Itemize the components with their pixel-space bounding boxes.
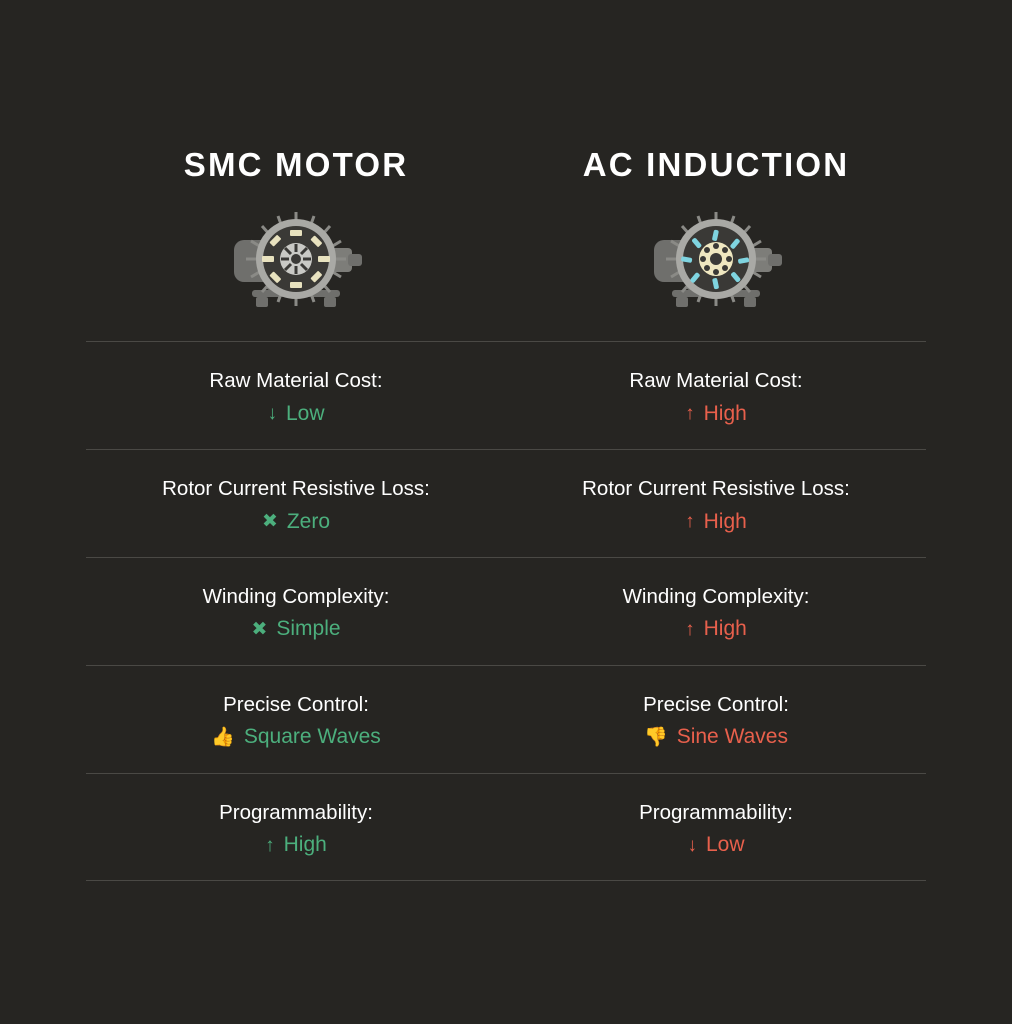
comparison-column-ac-induction — [506, 148, 926, 1024]
spec-value-text: High — [283, 833, 327, 857]
cross-icon: ✖ — [261, 511, 278, 533]
spec-label: Precise Control: — [223, 692, 369, 716]
spec-value — [506, 509, 926, 535]
cross-icon: ✖ — [251, 619, 268, 640]
arrow-up-icon: ↑ — [685, 403, 695, 425]
arrow-down-icon: ↓ — [267, 403, 277, 425]
spec-value-text: Low — [285, 401, 325, 425]
spec-label: Programmability: — [639, 800, 793, 824]
spec-label: Raw Material Cost: — [629, 369, 803, 392]
spec-value — [86, 616, 506, 642]
thumbs-up-icon: 👍 — [211, 726, 235, 748]
spec-list — [506, 341, 926, 881]
spec-value-text: Sine Waves — [676, 725, 788, 749]
comparison-column-smc — [86, 148, 506, 1024]
spec-value-text: Square Waves — [243, 725, 381, 749]
spec-value — [86, 509, 506, 535]
spec-row — [86, 449, 506, 557]
spec-label: Precise Control: — [643, 692, 789, 716]
spec-row — [506, 665, 926, 773]
spec-label: Programmability: — [219, 800, 373, 824]
spec-row — [506, 557, 926, 665]
spec-list — [86, 341, 506, 881]
column-title: SMC MOTOR — [183, 146, 409, 183]
spec-value-text: Simple — [276, 617, 341, 641]
arrow-up-icon: ↑ — [685, 511, 695, 533]
spec-value — [506, 832, 926, 858]
spec-value-text: Zero — [286, 509, 331, 533]
spec-label: Rotor Current Resistive Loss: — [162, 476, 430, 500]
spec-label: Winding Complexity: — [202, 584, 390, 608]
spec-row — [86, 773, 506, 882]
spec-row — [506, 773, 926, 882]
electric-motor-icon — [226, 199, 366, 319]
spec-value — [506, 616, 926, 642]
spec-value-text: High — [703, 401, 747, 425]
spec-label: Rotor Current Resistive Loss: — [582, 476, 850, 500]
arrow-down-icon: ↓ — [687, 834, 697, 856]
spec-row — [86, 341, 506, 449]
spec-row — [86, 557, 506, 665]
electric-motor-icon — [646, 199, 786, 319]
thumbs-down-icon: 👎 — [644, 726, 668, 748]
column-title: AC INDUCTION — [582, 146, 850, 183]
spec-value — [86, 832, 506, 858]
spec-value — [86, 401, 506, 427]
spec-value — [506, 401, 926, 427]
spec-label: Winding Complexity: — [622, 584, 810, 608]
spec-value-text: Low — [705, 833, 745, 857]
spec-row — [86, 665, 506, 773]
arrow-up-icon: ↑ — [265, 834, 275, 856]
spec-value-text: High — [703, 509, 747, 533]
spec-label: Raw Material Cost: — [209, 369, 383, 392]
spec-value — [506, 724, 926, 750]
spec-value — [86, 724, 506, 750]
spec-row — [506, 449, 926, 557]
arrow-up-icon: ↑ — [685, 619, 695, 640]
spec-value-text: High — [703, 617, 747, 641]
spec-row — [506, 341, 926, 449]
